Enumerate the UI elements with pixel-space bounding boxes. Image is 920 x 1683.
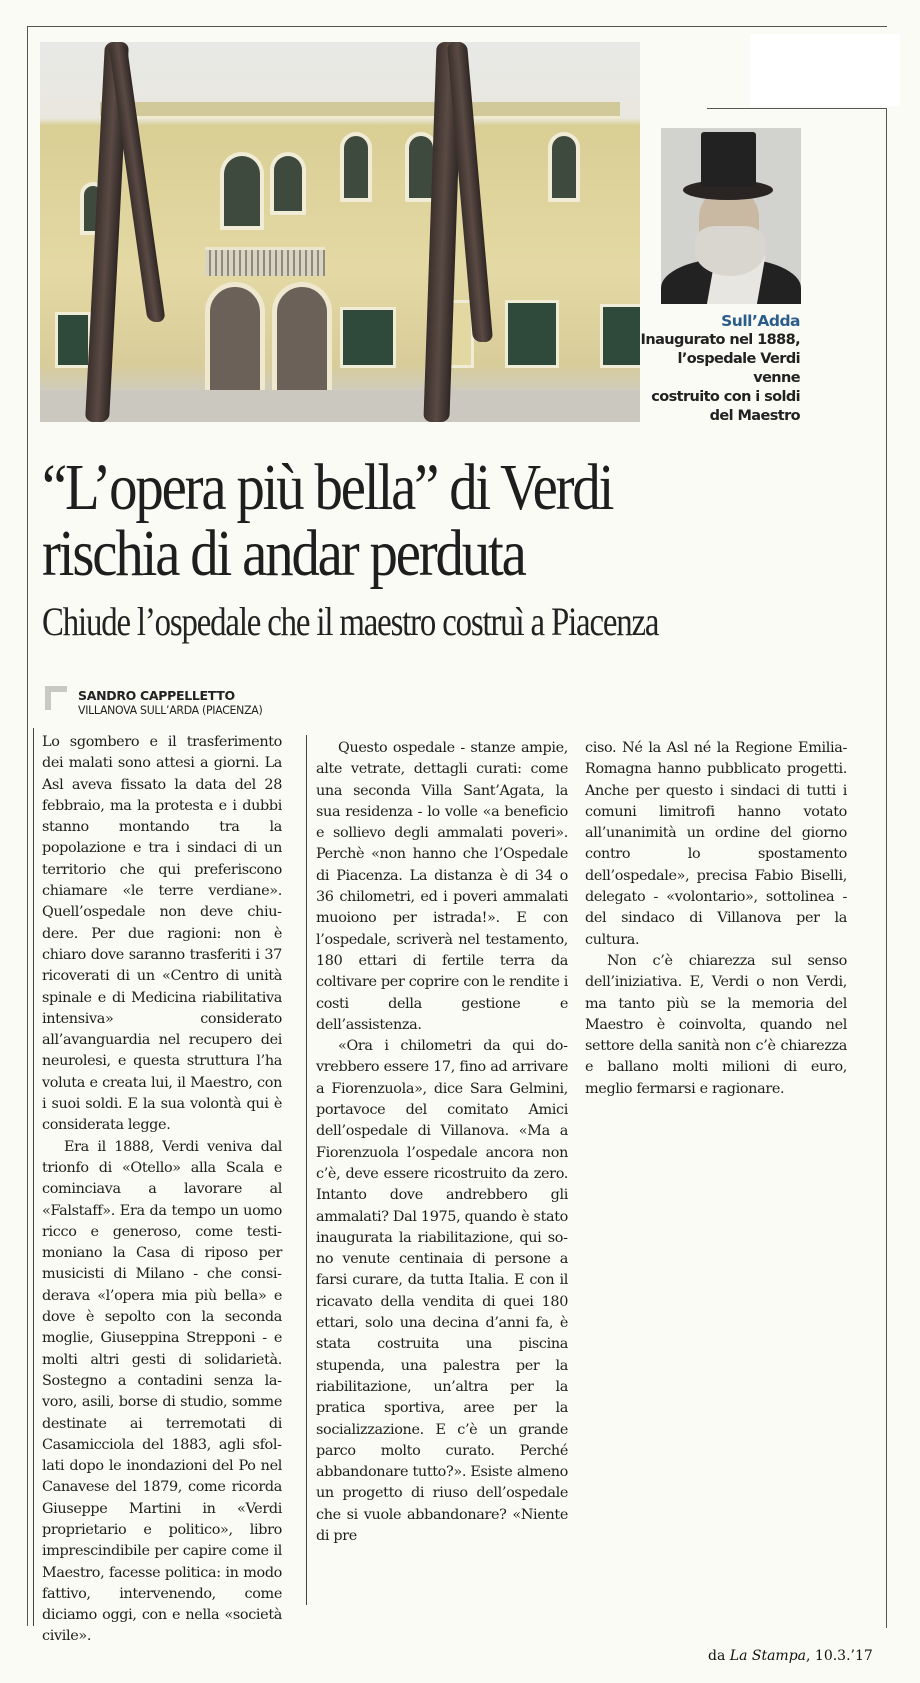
shuttered-window <box>55 312 91 368</box>
balcony <box>205 247 325 276</box>
balcony-door <box>220 152 264 230</box>
clipping-border-right-top <box>707 108 887 109</box>
source-date: , 10.3.’17 <box>806 1648 873 1664</box>
source-credit <box>708 1648 873 1664</box>
portico-arch <box>205 282 265 402</box>
caption-line: del Maestro <box>709 408 800 424</box>
photo-caption <box>630 312 800 426</box>
headline-line-2: rischia di andar perduta <box>42 517 525 590</box>
paragraph: «Ora i chilometri da qui dovrebbero essere 17, fino ad arrivare a Fiorenzuola», dice Sara Gelmini, portavoce del comitato Amici dell’ospedale di Villanova. «Ma a Fiorenzuola l’ospedale ancora non c’è, deve essere ricostruito da zero. Intanto dove andrebbero gli ammalati? Dal 1975, quando è stato inaugurata la riabilitazione, qui sono venute centinaia di persone a farsi curare, da tutta Italia. E con il ricavato della vendita di quei 180 ettari, solo una decina d’anni fa, è stata costruita una piscina stupenda, una palestra per la riabilitazione, un’altra per la pratica sportiva, aree per la socializzazione. E c’è un grande parco molto curato. Perché abbandonare tutto?». Esiste almeno un progetto di riuso dell’ospedale che si vuole abbandonare? «Niente di pre <box>316 1038 568 1544</box>
byline-place: VILLANOVA SULL’ARDA (PIACENZA) <box>78 703 263 717</box>
beard <box>695 226 765 276</box>
ground <box>40 390 640 422</box>
top-hat <box>701 132 756 187</box>
window <box>548 132 580 202</box>
headline-line-1: “L’opera più bella” di Verdi <box>42 451 613 524</box>
article-column-2 <box>316 738 568 1547</box>
byline <box>78 688 272 718</box>
verdi-portrait <box>661 128 801 304</box>
portico-arch <box>272 282 332 402</box>
caption-kicker: Sull’Adda <box>721 312 800 330</box>
source-prefix: da <box>708 1648 730 1664</box>
hospital-photo <box>40 42 640 422</box>
column-gap <box>577 735 578 935</box>
roof-cornice <box>100 102 620 119</box>
clipping-border-left <box>27 26 28 1626</box>
byline-author: SANDRO CAPPELLETTO <box>78 688 235 703</box>
paragraph: Non c’è chiarezza sul senso dell’iniziativa. E, Verdi o non Verdi, ma tanto più se la memoria del Maestro è coinvolta, quando nel settore della sanità non c’è chiarezza e ballano molti milioni di euro, meglio fermarsi e ragionare. <box>585 952 847 1097</box>
clipping-border-top <box>27 26 887 27</box>
article-column-1 <box>42 732 282 1648</box>
article-column-3 <box>585 738 847 1100</box>
headline <box>42 451 764 590</box>
masked-area <box>750 34 900 106</box>
column-rule <box>33 728 34 1626</box>
shuttered-window <box>340 307 396 368</box>
clipping-border-right <box>886 108 887 1628</box>
paragraph: Questo ospedale - stanze ampie, alte vetrate, dettagli curati: come una seconda Villa Sant’Agata, la sua residenza - lo volle «a beneficio e sollievo degli ammalati poveri». Perchè «non hanno che l’Ospedale di Piacenza. La distanza è di 34 o 36 chilometri, ed i poveri ammalati muoiono per istrada!». E con l’ospedale, scriverà nel testamento, 180 ettari di fertile terra da coltivare per coprire con le rendite i costi della gestione e dell’assistenza. <box>316 740 568 1033</box>
paragraph: Era il 1888, Verdi veniva dal trionfo di «Otello» alla Scala e cominciava a lavorare al «Falstaff». Era da tempo un uomo ricco e generoso, come testimoniano la Casa di riposo per musicisti di Milano - che considerava «l’opera mia più bella» e dove è sepolto con la seconda moglie, Giuseppina Strepponi - e molti altri gesti di solidarietà. Sostegno a contadini senza lavoro, asili, borse di studio, somme destinate ai terremotati di Casamicciola del 1883, agli sfollati dopo le inondazioni del Po nel Canavese del 1879, come ricorda Giuseppe Martini in «Verdi proprietario e politico», libro imprescindibile per capire come il Maestro, facesse politica: in modo fattivo, intervenendo, come diciamo oggi, con e nella «società civile». <box>42 1138 282 1645</box>
shuttered-window <box>505 300 559 368</box>
window <box>270 152 306 215</box>
byline-corner-mark <box>45 686 67 710</box>
column-rule <box>306 735 307 1605</box>
window <box>340 132 372 202</box>
paragraph: Lo sgombero e il trasferimento dei malati sono attesi a giorni. La Asl aveva fissato la data del 28 febbraio, ma la protesta e i dubbi stanno montando tra la popolazione e tra i sindaci di un territorio che qui preferiscono chiamare «le terre verdiane». Quell’ospedale non deve chiudere. Per due ragioni: non è chiaro dove saranno trasferiti i 37 ricoverati di un «Centro di unità spinale e di Medicina riabilitativa intensiva» considerato all’avanguardia nel recupero dei neurolesi, e questa struttura l’ha voluta e creata lui, il Maestro, con i suoi soldi. E la sua volontà qui è considerata legge. <box>42 734 282 1134</box>
caption-line: costruito con i soldi <box>651 389 800 405</box>
subtitle: Chiude l’ospedale che il maestro costruì a Piacenza <box>42 599 659 644</box>
caption-line: Inaugurato nel 1888, <box>640 332 800 348</box>
caption-line: l’ospedale Verdi venne <box>677 351 800 386</box>
paragraph: ciso. Né la Asl né la Regione Emilia-Romagna hanno pubblicato progetti. Anche per questo i sindaci di tutti i comuni limitrofi hanno votato all’unanimità un ordine del giorno contro lo spostamento dell’ospedale», precisa Fabio Biselli, delegato - «volontario», sottolinea - del sindaco di Villanova per la cultura. <box>585 740 847 948</box>
source-publication: La Stampa <box>729 1648 807 1664</box>
